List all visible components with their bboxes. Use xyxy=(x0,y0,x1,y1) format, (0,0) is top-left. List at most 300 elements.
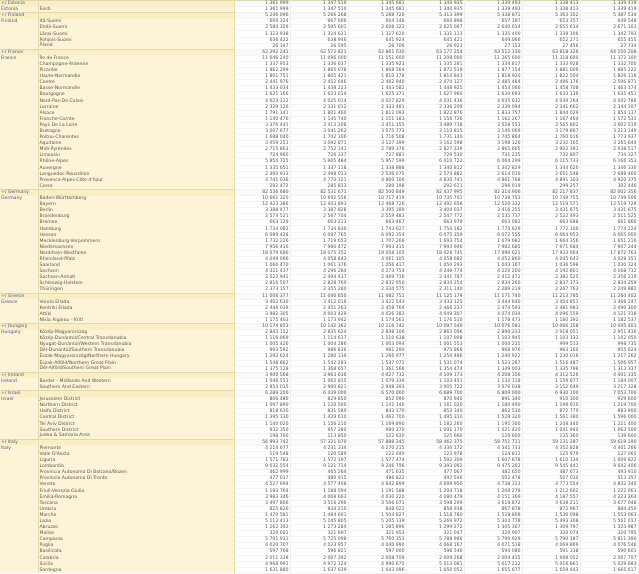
value-cell[interactable]: 2 466 237 xyxy=(406,305,464,311)
value-cell[interactable]: 1 335 651 xyxy=(234,165,290,171)
value-cell[interactable]: 124 812 xyxy=(464,451,522,457)
region-cell[interactable]: Schleswig-Holstein xyxy=(38,281,234,287)
value-cell[interactable]: 3 217 328 xyxy=(580,384,638,390)
value-cell[interactable]: 6 064 299 xyxy=(464,159,522,165)
value-cell[interactable]: 1 631 880 xyxy=(234,567,290,573)
value-cell[interactable]: 11 096 000 xyxy=(290,55,348,61)
value-cell[interactable]: 3 404 037 xyxy=(406,208,464,214)
value-cell[interactable]: 1 719 653 xyxy=(290,238,348,244)
value-cell[interactable]: 2 688 460 xyxy=(580,171,638,177)
value-cell[interactable]: 1 340 812 xyxy=(406,165,464,171)
value-cell[interactable]: 4 401 335 xyxy=(580,372,638,378)
region-cell[interactable]: Berlin xyxy=(38,208,234,214)
value-cell[interactable]: 1 102 050 xyxy=(580,336,638,342)
value-cell[interactable]: 5 561 017 xyxy=(580,518,638,524)
value-cell[interactable]: 853 340 xyxy=(406,409,464,415)
region-cell[interactable]: Etelä-Suomi xyxy=(38,25,234,31)
value-cell[interactable]: 1 254 486 xyxy=(406,354,464,360)
value-cell[interactable]: 1 810 178 xyxy=(348,74,406,80)
value-cell[interactable]: 4 008 663 xyxy=(290,494,348,500)
value-cell[interactable]: 26 347 xyxy=(234,43,290,49)
value-cell[interactable]: 1 337 118 xyxy=(290,165,348,171)
value-cell[interactable]: 5 957 599 xyxy=(348,159,406,165)
value-cell[interactable]: 1 833 757 xyxy=(464,110,522,116)
value-cell[interactable]: 1 000 215 xyxy=(464,342,522,348)
value-cell[interactable]: 507 030 xyxy=(522,476,580,482)
value-cell[interactable]: 465 264 xyxy=(290,470,348,476)
value-cell[interactable]: 4 231 334 xyxy=(290,445,348,451)
value-cell[interactable]: 59 619 290 xyxy=(580,439,638,445)
value-cell[interactable]: 1 066 470 xyxy=(234,263,290,269)
region-cell[interactable]: Pays De La Loire xyxy=(38,122,234,128)
value-cell[interactable]: 657 187 xyxy=(464,19,522,25)
value-cell[interactable]: 5 701 931 xyxy=(234,537,290,543)
value-cell[interactable]: 4 273 754 xyxy=(348,269,406,275)
value-cell[interactable]: 1 103 451 xyxy=(406,378,464,384)
value-cell[interactable]: 1 292 624 xyxy=(234,354,290,360)
region-cell[interactable]: Judea & Samaria Area xyxy=(38,433,234,439)
value-cell[interactable]: 664 148 xyxy=(348,19,406,25)
value-cell[interactable]: 10 076 581 xyxy=(464,323,522,329)
value-cell[interactable]: 1 844 029 xyxy=(522,110,580,116)
value-cell[interactable]: 1 335 281 xyxy=(406,61,464,67)
value-cell[interactable]: 1 732 226 xyxy=(234,238,290,244)
value-cell[interactable]: 1 801 751 xyxy=(234,74,290,80)
value-cell[interactable]: 127 065 xyxy=(580,451,638,457)
country-cell[interactable] xyxy=(0,567,38,573)
value-cell[interactable]: 10 692 556 xyxy=(290,196,348,202)
value-cell[interactable]: 3 566 071 xyxy=(348,500,406,506)
value-cell[interactable]: 1 178 473 xyxy=(464,317,522,323)
region-cell[interactable]: Észak-Alföld/Northern Great Plain xyxy=(38,360,234,366)
region-cell[interactable]: Dél-Dunántúl/Southern Transdanubia xyxy=(38,348,234,354)
region-cell[interactable]: Basilicata xyxy=(38,549,234,555)
value-cell[interactable]: 1 061 376 xyxy=(290,263,348,269)
value-cell[interactable]: 2 900 821 xyxy=(290,384,348,390)
region-cell[interactable]: Central District xyxy=(38,415,234,421)
value-cell[interactable]: 477 017 xyxy=(234,476,290,482)
value-cell[interactable]: 1 854 137 xyxy=(580,110,638,116)
value-cell[interactable]: 1 162 267 xyxy=(464,116,522,122)
region-cell[interactable]: Provincia Autonoma Di Bolzano/Bozen xyxy=(38,470,234,476)
value-cell[interactable]: 4 030 220 xyxy=(348,494,406,500)
value-cell[interactable]: 4 076 546 xyxy=(580,543,638,549)
value-cell[interactable]: 10 097 549 xyxy=(406,323,464,329)
value-cell[interactable]: 872 770 xyxy=(522,409,580,415)
value-cell[interactable]: 1 036 598 xyxy=(522,263,580,269)
value-cell[interactable]: 1 862 299 xyxy=(234,68,290,74)
value-cell[interactable]: 661 866 xyxy=(580,220,638,226)
region-cell[interactable]: Midi-Pyrénées xyxy=(38,147,234,153)
region-cell[interactable]: Alsace xyxy=(38,110,234,116)
value-cell[interactable]: 1 812 093 xyxy=(348,110,406,116)
value-cell[interactable]: 9 642 406 xyxy=(580,464,638,470)
value-cell[interactable]: 1 313 337 xyxy=(580,366,638,372)
region-cell[interactable]: Border - Midlands And Western xyxy=(38,378,234,384)
value-cell[interactable]: 6 089 428 xyxy=(234,232,290,238)
value-cell[interactable]: 731 235 xyxy=(464,153,522,159)
region-cell[interactable]: Bremen xyxy=(38,220,234,226)
region-cell[interactable]: Rheinland-Pfalz xyxy=(38,256,234,262)
value-cell[interactable]: 1 204 718 xyxy=(406,488,464,494)
region-cell[interactable]: Poitou-Charentes xyxy=(38,135,234,141)
value-cell[interactable]: 834 210 xyxy=(290,506,348,512)
value-cell[interactable]: 125 660 xyxy=(406,433,464,439)
value-cell[interactable]: 4 028 351 xyxy=(580,256,638,262)
value-cell[interactable]: 18 058 105 xyxy=(348,250,406,256)
value-cell[interactable]: 1 822 876 xyxy=(406,110,464,116)
value-cell[interactable]: 129 600 xyxy=(464,433,522,439)
region-cell[interactable]: Nord-Pas-De-Calais xyxy=(38,98,234,104)
value-cell[interactable]: 1 528 809 xyxy=(464,512,522,518)
value-cell[interactable]: 1 438 223 xyxy=(290,86,348,92)
value-cell[interactable]: 998 735 xyxy=(580,342,638,348)
region-cell[interactable]: Sachsen xyxy=(38,269,234,275)
value-cell[interactable]: 2 341 662 xyxy=(522,104,580,110)
value-cell[interactable]: 1 865 078 xyxy=(290,68,348,74)
value-cell[interactable]: 4 069 869 xyxy=(522,543,580,549)
value-cell[interactable]: 1 621 166 xyxy=(234,92,290,98)
value-cell[interactable]: 10 749 755 xyxy=(522,196,580,202)
value-cell[interactable]: 1 338 413 xyxy=(522,7,580,13)
value-cell[interactable]: 82 217 837 xyxy=(522,189,580,195)
value-cell[interactable]: 64 150 208 xyxy=(580,49,638,55)
value-cell[interactable]: 2 339 094 xyxy=(464,104,522,110)
value-cell[interactable]: 1 818 920 xyxy=(464,74,522,80)
value-cell[interactable]: 3 110 815 xyxy=(406,128,464,134)
value-cell[interactable]: 3 489 718 xyxy=(406,122,464,128)
value-cell[interactable]: 1 665 617 xyxy=(580,567,638,573)
value-cell[interactable]: 1 273 284 xyxy=(290,525,348,531)
value-cell[interactable]: 5 493 308 xyxy=(522,518,580,524)
value-cell[interactable]: 4 192 801 xyxy=(522,269,580,275)
value-cell[interactable]: 3 162 598 xyxy=(406,141,464,147)
value-cell[interactable]: 6 075 359 xyxy=(406,232,464,238)
value-cell[interactable]: 818 630 xyxy=(234,409,290,415)
value-cell[interactable]: 1 222 061 xyxy=(580,488,638,494)
region-cell[interactable]: Auvergne xyxy=(38,165,234,171)
value-cell[interactable]: 4 027 732 xyxy=(348,372,406,378)
value-cell[interactable]: 1 868 564 xyxy=(348,68,406,74)
value-cell[interactable]: 732 807 xyxy=(522,153,580,159)
value-cell[interactable]: 493 910 xyxy=(580,470,638,476)
value-cell[interactable]: 7 053 700 xyxy=(580,391,638,397)
region-cell[interactable]: Languedoc-Roussillon xyxy=(38,171,234,177)
value-cell[interactable]: 1 174 561 xyxy=(348,317,406,323)
value-cell[interactable]: 636 422 xyxy=(234,37,290,43)
value-cell[interactable]: 852 090 xyxy=(348,397,406,403)
value-cell[interactable]: 2 536 075 xyxy=(348,171,406,177)
value-cell[interactable]: 4 049 066 xyxy=(234,256,290,262)
value-cell[interactable]: 2 511 525 xyxy=(580,214,638,220)
value-cell[interactable]: 5 338 871 xyxy=(464,13,522,19)
value-cell[interactable]: 1 822 504 xyxy=(522,74,580,80)
region-cell[interactable]: Valle D'Aosta xyxy=(38,451,234,457)
value-cell[interactable]: 806 480 xyxy=(234,397,290,403)
value-cell[interactable]: 5 905 484 xyxy=(290,159,348,165)
value-cell[interactable]: 3 198 126 xyxy=(464,141,522,147)
value-cell[interactable]: 5 288 720 xyxy=(348,13,406,19)
value-cell[interactable]: 5 313 399 xyxy=(406,13,464,19)
value-cell[interactable]: 2 547 772 xyxy=(406,214,464,220)
value-cell[interactable]: 1 169 890 xyxy=(348,421,406,427)
value-cell[interactable]: 3 075 773 xyxy=(348,128,406,134)
value-cell[interactable]: 596 821 xyxy=(290,549,348,555)
value-cell[interactable]: 321 047 xyxy=(406,531,464,537)
value-cell[interactable]: 1 176 510 xyxy=(406,317,464,323)
value-cell[interactable]: 1 375 128 xyxy=(234,366,290,372)
value-cell[interactable]: 2 567 704 xyxy=(290,214,348,220)
value-cell[interactable]: 3 963 636 xyxy=(290,372,348,378)
value-cell[interactable]: 292 611 xyxy=(406,183,464,189)
value-cell[interactable]: 3 619 872 xyxy=(464,500,522,506)
value-cell[interactable]: 6 809 000 xyxy=(464,391,522,397)
value-cell[interactable]: 1 107 008 xyxy=(406,336,464,342)
value-cell[interactable]: 1 199 910 xyxy=(522,403,580,409)
value-cell[interactable]: 2 834 254 xyxy=(406,281,464,287)
value-cell[interactable]: 5 304 778 xyxy=(464,518,522,524)
value-cell[interactable]: 502 478 xyxy=(464,476,522,482)
value-cell[interactable]: 867 878 xyxy=(464,506,522,512)
value-cell[interactable]: 660 898 xyxy=(406,19,464,25)
value-cell[interactable]: 1 651 216 xyxy=(580,238,638,244)
region-cell[interactable]: Limousin xyxy=(38,153,234,159)
value-cell[interactable]: 1 395 130 xyxy=(234,415,290,421)
country-cell[interactable]: +/ Israel xyxy=(0,391,38,397)
value-cell[interactable]: 56 993 742 xyxy=(234,439,290,445)
value-cell[interactable]: 62 292 241 xyxy=(234,49,290,55)
value-cell[interactable]: 1 280 139 xyxy=(290,354,348,360)
region-cell[interactable]: Molise xyxy=(38,531,234,537)
value-cell[interactable]: 82 314 906 xyxy=(464,189,522,195)
value-cell[interactable]: 1 872 519 xyxy=(406,68,464,74)
value-cell[interactable]: 1 707 266 xyxy=(348,238,406,244)
value-cell[interactable]: 2 834 260 xyxy=(464,281,522,287)
value-cell[interactable]: 663 688 xyxy=(522,220,580,226)
value-cell[interactable]: 1 561 380 xyxy=(522,415,580,421)
value-cell[interactable]: 2 469 716 xyxy=(348,275,406,281)
value-cell[interactable]: 3 983 346 xyxy=(234,494,290,500)
value-cell[interactable]: 4 027 829 xyxy=(348,98,406,104)
value-cell[interactable]: 3 179 867 xyxy=(522,128,580,134)
value-cell[interactable]: 2 009 268 xyxy=(406,555,464,561)
value-cell[interactable]: 3 982 305 xyxy=(234,311,290,317)
value-cell[interactable]: 1 772 100 xyxy=(522,226,580,232)
region-cell[interactable]: Veneto xyxy=(38,482,234,488)
value-cell[interactable]: 1 814 843 xyxy=(406,74,464,80)
value-cell[interactable]: 1 001 170 xyxy=(406,427,464,433)
value-cell[interactable]: 1 553 063 xyxy=(580,512,638,518)
region-cell[interactable]: Champagne-Ardenne xyxy=(38,61,234,67)
value-cell[interactable]: 487 673 xyxy=(522,470,580,476)
value-cell[interactable]: 2 494 437 xyxy=(290,275,348,281)
value-cell[interactable]: 891 340 xyxy=(464,397,522,403)
value-cell[interactable]: 3 466 247 xyxy=(580,299,638,305)
value-cell[interactable]: 1 063 500 xyxy=(580,427,638,433)
value-cell[interactable]: 3 076 038 xyxy=(464,384,522,390)
value-cell[interactable]: 4 025 014 xyxy=(290,98,348,104)
value-cell[interactable]: 486 822 xyxy=(348,476,406,482)
country-cell[interactable]: Estonia xyxy=(0,7,38,13)
value-cell[interactable]: 2 412 472 xyxy=(464,275,522,281)
region-cell[interactable]: Emilia-Romagna xyxy=(38,494,234,500)
value-cell[interactable]: 957 380 xyxy=(290,427,348,433)
value-cell[interactable]: 1 145 740 xyxy=(290,116,348,122)
value-cell[interactable]: 2 522 493 xyxy=(522,214,580,220)
value-cell[interactable]: 1 021 420 xyxy=(464,427,522,433)
value-cell[interactable]: 1 743 627 xyxy=(348,226,406,232)
value-cell[interactable]: 1 167 464 xyxy=(522,116,580,122)
value-cell[interactable]: 980 370 xyxy=(348,427,406,433)
value-cell[interactable]: 1 339 493 xyxy=(464,1,522,7)
value-cell[interactable]: 963 160 xyxy=(522,348,580,354)
value-cell[interactable]: 4 023 312 xyxy=(234,98,290,104)
value-cell[interactable]: 2 329 126 xyxy=(234,104,290,110)
value-cell[interactable]: 4 249 774 xyxy=(406,269,464,275)
value-cell[interactable]: 18 028 745 xyxy=(406,250,464,256)
value-cell[interactable]: 4 168 732 xyxy=(580,269,638,275)
region-cell[interactable]: Tel Aviv District xyxy=(38,421,234,427)
value-cell[interactable]: 1 333 928 xyxy=(522,61,580,67)
value-cell[interactable]: 10 717 419 xyxy=(348,196,406,202)
value-cell[interactable]: 12 492 658 xyxy=(406,202,464,208)
region-cell[interactable]: Campania xyxy=(38,537,234,543)
region-cell[interactable]: Nordrhein-Westfalen xyxy=(38,250,234,256)
value-cell[interactable]: 7 982 685 xyxy=(464,244,522,250)
value-cell[interactable]: 11 208 000 xyxy=(406,55,464,61)
value-cell[interactable]: 590 601 xyxy=(580,549,638,555)
value-cell[interactable]: 10 661 320 xyxy=(234,196,290,202)
region-cell[interactable]: Bourgogne xyxy=(38,92,234,98)
value-cell[interactable]: 63 818 326 xyxy=(522,49,580,55)
region-cell[interactable]: Itä-Suomi xyxy=(38,19,234,25)
region-cell[interactable]: Kentriki Ellada xyxy=(38,305,234,311)
value-cell[interactable]: 1 659 443 xyxy=(522,567,580,573)
region-cell[interactable]: Toscana xyxy=(38,500,234,506)
value-cell[interactable]: 2 462 940 xyxy=(348,80,406,86)
value-cell[interactable]: 1 572 197 xyxy=(290,458,348,464)
value-cell[interactable]: 1 217 262 xyxy=(580,354,638,360)
value-cell[interactable]: 1 998 052 xyxy=(522,555,580,561)
value-cell[interactable]: 82 437 995 xyxy=(406,189,464,195)
region-cell[interactable]: Haifa District xyxy=(38,409,234,415)
value-cell[interactable]: 3 497 806 xyxy=(234,500,290,506)
value-cell[interactable]: 4 151 369 xyxy=(464,494,522,500)
value-cell[interactable]: 4 049 307 xyxy=(406,311,464,317)
value-cell[interactable]: 1 354 474 xyxy=(406,366,464,372)
region-cell[interactable]: Pohjois-Suomi xyxy=(38,37,234,43)
value-cell[interactable]: 1 734 083 xyxy=(234,226,290,232)
value-cell[interactable]: 299 257 xyxy=(522,183,580,189)
value-cell[interactable]: 2 843 152 xyxy=(234,330,290,336)
region-cell[interactable]: Northern District xyxy=(38,403,234,409)
value-cell[interactable]: 1 156 726 xyxy=(406,116,464,122)
value-cell[interactable]: 3 152 649 xyxy=(522,384,580,390)
value-cell[interactable]: 2 007 707 xyxy=(580,555,638,561)
value-cell[interactable]: 1 339 419 xyxy=(580,1,638,7)
value-cell[interactable]: 4 642 899 xyxy=(348,482,406,488)
value-cell[interactable]: 62 572 821 xyxy=(290,49,348,55)
value-cell[interactable]: 4 045 643 xyxy=(522,256,580,262)
value-cell[interactable]: 2 938 517 xyxy=(580,147,638,153)
value-cell[interactable]: 7 993 415 xyxy=(348,244,406,250)
value-cell[interactable]: 2 655 614 xyxy=(522,25,580,31)
value-cell[interactable]: 831 580 xyxy=(290,409,348,415)
value-cell[interactable]: 139 600 xyxy=(580,433,638,439)
value-cell[interactable]: 27 734 xyxy=(580,43,638,49)
value-cell[interactable]: 3 387 828 xyxy=(290,208,348,214)
value-cell[interactable]: 1 773 937 xyxy=(580,135,638,141)
value-cell[interactable]: 1 219 700 xyxy=(580,403,638,409)
value-cell[interactable]: 4 121 318 xyxy=(580,311,638,317)
region-cell[interactable]: Nisia Aigaiou - Kriti xyxy=(38,317,234,323)
region-cell[interactable]: Puglia xyxy=(38,543,234,549)
value-cell[interactable]: 3 528 553 xyxy=(464,122,522,128)
value-cell[interactable]: 4 527 694 xyxy=(234,482,290,488)
value-cell[interactable]: 12 519 571 xyxy=(522,202,580,208)
value-cell[interactable]: 649 066 xyxy=(464,37,522,43)
value-cell[interactable]: 6 439 000 xyxy=(290,391,348,397)
value-cell[interactable]: 910 300 xyxy=(522,397,580,403)
value-cell[interactable]: 1 336 637 xyxy=(290,61,348,67)
value-cell[interactable]: 1 571 783 xyxy=(234,458,290,464)
value-cell[interactable]: 4 223 264 xyxy=(580,494,638,500)
value-cell[interactable]: 26 706 xyxy=(348,43,406,49)
value-cell[interactable]: 2 865 665 xyxy=(464,147,522,153)
value-cell[interactable]: 726 337 xyxy=(290,153,348,159)
value-cell[interactable]: 6 010 722 xyxy=(406,159,464,165)
value-cell[interactable]: 9 246 796 xyxy=(348,464,406,470)
value-cell[interactable]: 3 638 211 xyxy=(522,500,580,506)
country-cell[interactable]: +/ Ireland xyxy=(0,372,38,378)
value-cell[interactable]: 12 443 893 xyxy=(290,202,348,208)
value-cell[interactable]: 1 041 940 xyxy=(522,427,580,433)
value-cell[interactable]: 653 357 xyxy=(522,19,580,25)
value-cell[interactable]: 2 452 046 xyxy=(290,80,348,86)
value-cell[interactable]: 1 116 069 xyxy=(234,336,290,342)
region-cell[interactable]: Voreia Ellada xyxy=(38,299,234,305)
value-cell[interactable]: 1 770 629 xyxy=(464,226,522,232)
value-cell[interactable]: 10 174 853 xyxy=(234,323,290,329)
value-cell[interactable]: 5 013 081 xyxy=(406,561,464,567)
value-cell[interactable]: 4 109 173 xyxy=(406,372,464,378)
value-cell[interactable]: 11 151 600 xyxy=(348,55,406,61)
value-cell[interactable]: 7 971 684 xyxy=(522,244,580,250)
region-cell[interactable]: Attiki xyxy=(38,311,234,317)
region-cell[interactable]: Közép-Dunántúl/Central Transdanubia xyxy=(38,336,234,342)
region-cell[interactable]: Picardie xyxy=(38,68,234,74)
value-cell[interactable]: 4 296 284 xyxy=(290,269,348,275)
value-cell[interactable]: 1 716 508 xyxy=(348,135,406,141)
value-cell[interactable]: 10 142 362 xyxy=(290,323,348,329)
value-cell[interactable]: 1 266 977 xyxy=(348,354,406,360)
value-cell[interactable]: 1 240 922 xyxy=(464,354,522,360)
value-cell[interactable]: 1 004 286 xyxy=(290,342,348,348)
value-cell[interactable]: 26 923 xyxy=(406,43,464,49)
value-cell[interactable]: 11 372 100 xyxy=(580,55,638,61)
value-cell[interactable]: 2 498 013 xyxy=(290,171,348,177)
value-cell[interactable]: 1 132 118 xyxy=(464,378,522,384)
value-cell[interactable]: 4 020 707 xyxy=(234,543,290,549)
value-cell[interactable]: 320 074 xyxy=(522,531,580,537)
value-cell[interactable]: 9 032 554 xyxy=(234,464,290,470)
country-cell[interactable]: Greece xyxy=(0,299,38,305)
value-cell[interactable]: 3 422 543 xyxy=(348,299,406,305)
value-cell[interactable]: 10 066 158 xyxy=(522,323,580,329)
value-cell[interactable]: 1 368 657 xyxy=(290,366,348,372)
value-cell[interactable]: 649 548 xyxy=(580,19,638,25)
value-cell[interactable]: 27 153 xyxy=(464,43,522,49)
